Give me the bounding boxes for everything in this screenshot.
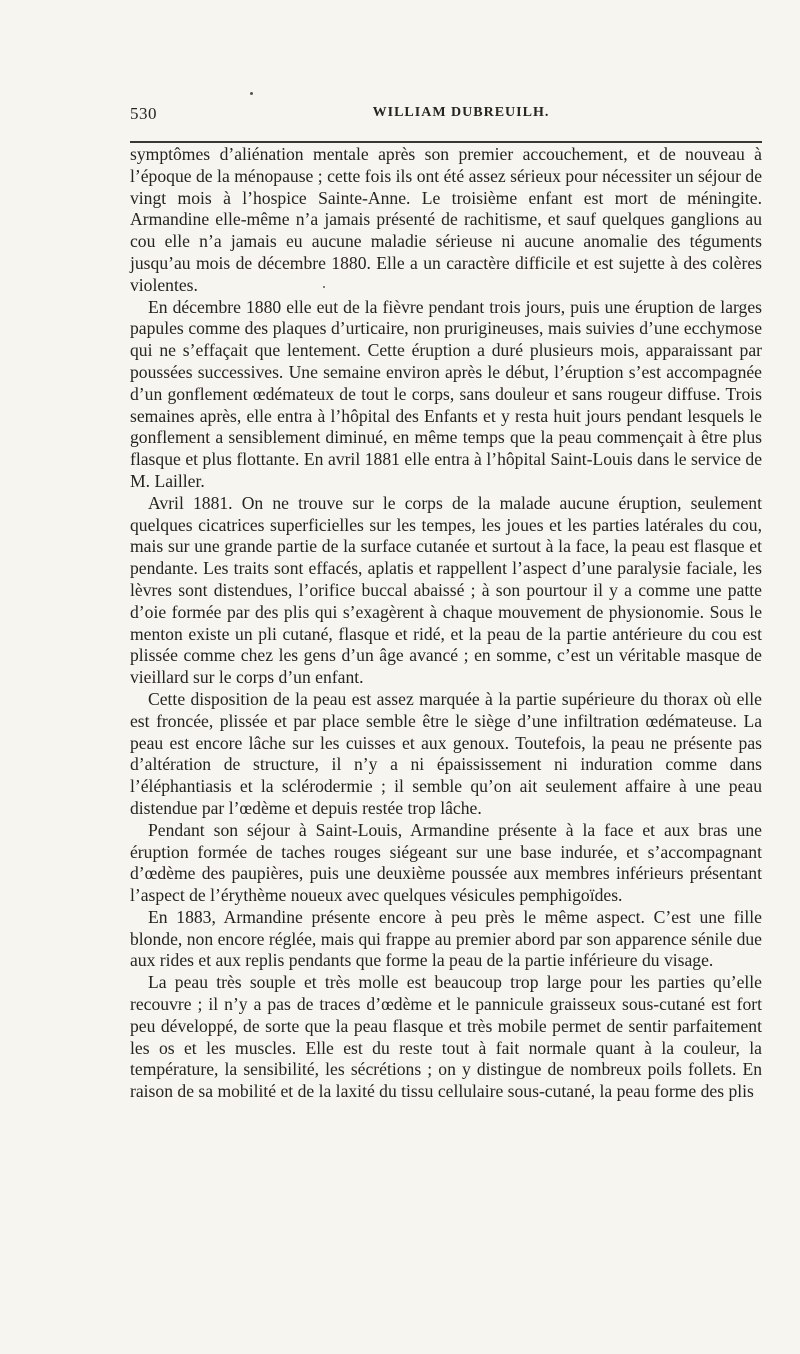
paragraph: En 1883, Armandine présente encore à peu près le même aspect. C’est une fille blonde, non encore réglée, mais qui frappe au premier abord par son apparence sénile due aux rides et aux replis pendants que forme la peau de la partie inférieure du visage. xyxy=(130,906,762,971)
paragraph: En décembre 1880 elle eut de la fièvre pendant trois jours, puis une éruption de larges papules comme des plaques d’urticaire, non prurigineuses, mais suivies d’une ecchymose qui ne s’effaçait que lentement. Cette éruption a duré plusieurs mois, apparaissant par poussées successives. Une semaine environ après le début, l’éruption s’est accompagnée d’un gonflement œdémateux de tout le corps, sans douleur et sans rougeur diffuse. Trois semaines après, elle entra à l’hôpital des Enfants et y resta huit jours pendant lesquels le gonflement a sensiblement diminué, en même temps que la peau commençait à être plus flasque et plus flottante. En avril 1881 elle entra à l’hôpital Saint-Louis dans le service de M. Lailler. xyxy=(130,296,762,491)
paragraph-continuation: symptômes d’aliénation mentale après son premier accouchement, et de nouveau à l’époque de la ménopause ; cette fois ils ont été assez sérieux pour nécessiter un séjour de vingt mois à l’hospice Sainte-Anne. Le troisième enfant est mort de méningite. Armandine elle-même n’a jamais présenté de rachitisme, et sauf quelques ganglions au cou elle n’a jamais eu aucune maladie sérieuse ni aucune anomalie des téguments jusqu’au mois de décembre 1880. Elle a un caractère difficile et est sujette à des colères violentes. xyxy=(130,144,762,295)
paragraph: Cette disposition de la peau est assez marquée à la partie supérieure du thorax où elle est froncée, plissée et par place semble être le siège d’une infiltration œdémateuse. La peau est encore lâche sur les cuisses et aux genoux. Toutefois, la peau ne présente pas d’altération de structure, il n’y a ni épaississement ni induration comme dans l’éléphantiasis et la sclérodermie ; il semble qu’on ait seulement affaire à une peau distendue par l’œdème et depuis restée trop lâche. xyxy=(130,688,762,818)
paragraph: Avril 1881. On ne trouve sur le corps de la malade aucune éruption, seulement quelques cicatrices superficielles sur les tempes, les joues et les parties latérales du cou, mais sur une grande partie de la surface cutanée et surtout à la face, la peau est flasque et pendante. Les traits sont effacés, aplatis et rappellent l’aspect d’une paralysie faciale, les lèvres sont distendues, l’orifice buccal abaissé ; à son pourtour il y a comme une patte d’oie formée par des plis qui s’exagèrent à chaque mouvement de physionomie. Sous le menton existe un pli cutané, flasque et ridé, et la peau de la partie antérieure du cou est plissée comme chez les gens d’un âge avancé ; en somme, c’est un véritable masque de vieillard sur le corps d’un enfant. xyxy=(130,492,762,688)
paragraph: Pendant son séjour à Saint-Louis, Armandine présente à la face et aux bras une éruption formée de taches rouges siégeant sur une base indurée, et s’accompagnant d’œdème des paupières, puis une deuxième poussée aux membres inférieurs présentant l’aspect de l’érythème noueux avec quelques vésicules pemphigoïdes. xyxy=(130,819,762,906)
page-header xyxy=(130,104,762,128)
print-speck xyxy=(250,92,253,95)
running-title: WILLIAM DUBREUILH. xyxy=(372,105,550,120)
header-rule xyxy=(130,141,762,143)
paragraph: La peau très souple et très molle est beaucoup trop large pour les parties qu’elle recouvre ; il n’y a pas de traces d’œdème et le pannicule graisseux sous-cutané est fort peu développé, de sorte que la peau flasque et très mobile permet de sentir parfaitement les os et les muscles. Elle est du reste tout à fait normale quant à la couleur, la température, la sensibilité, les sécrétions ; on y distingue de nombreux poils follets. En raison de sa mobilité et de la laxité du tissu cellulaire sous-cutané, la peau forme des plis xyxy=(130,972,762,1102)
page-number: 530 xyxy=(130,104,157,123)
body-text xyxy=(130,144,762,1103)
